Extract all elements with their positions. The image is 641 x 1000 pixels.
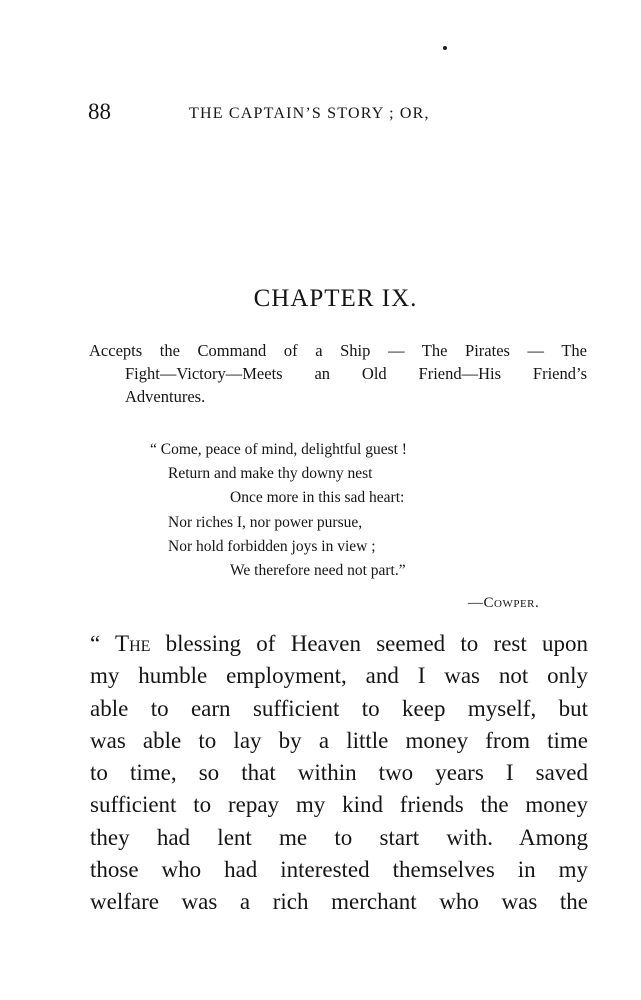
body-line-text: blessing of Heaven seemed to rest upon [150, 631, 588, 656]
verse-line: Once more in this sad heart: [230, 489, 405, 507]
chapter-synopsis [89, 339, 589, 408]
body-line: to time, so that within two years I saved [90, 760, 588, 786]
synopsis-line: Accepts the Command of a Ship — The Pirates — The [89, 341, 587, 360]
page-header [88, 98, 508, 128]
body-line: those who had interested themselves in my [90, 857, 588, 883]
epigraph-attribution: —Cowper. [468, 595, 540, 611]
verse-line: We therefore need not part.” [230, 562, 406, 580]
verse-line: Return and make thy downy nest [168, 465, 373, 483]
body-line: my humble employment, and I was not only [90, 663, 588, 689]
body-line: was able to lay by a little money from time [90, 727, 588, 753]
synopsis-line: Adventures. [125, 387, 206, 406]
body-line: they had lent me to start with. Among [90, 824, 588, 850]
synopsis-line: Fight—Victory—Meets an Old Friend—His Friend’s [125, 364, 587, 383]
epigraph-verse [150, 438, 580, 583]
body-paragraph [90, 628, 588, 919]
body-line: welfare was a rich merchant who was the [90, 889, 588, 915]
verse-line: Nor hold forbidden joys in view ; [168, 537, 376, 555]
body-line: able to earn sufficient to keep myself, but [90, 695, 588, 721]
chapter-title: CHAPTER IX. [253, 285, 418, 312]
verse-line: “ Come, peace of mind, delightful guest ! [150, 441, 407, 458]
body-line: sufficient to repay my kind friends the money [90, 792, 588, 818]
opening-words: “ The [90, 631, 151, 656]
running-title: THE CAPTAIN’S STORY ; OR, [189, 105, 430, 122]
page-number: 88 [88, 99, 111, 124]
body-line [90, 628, 588, 660]
verse-line: Nor riches I, nor power pursue, [168, 513, 363, 531]
print-speck [443, 46, 447, 50]
